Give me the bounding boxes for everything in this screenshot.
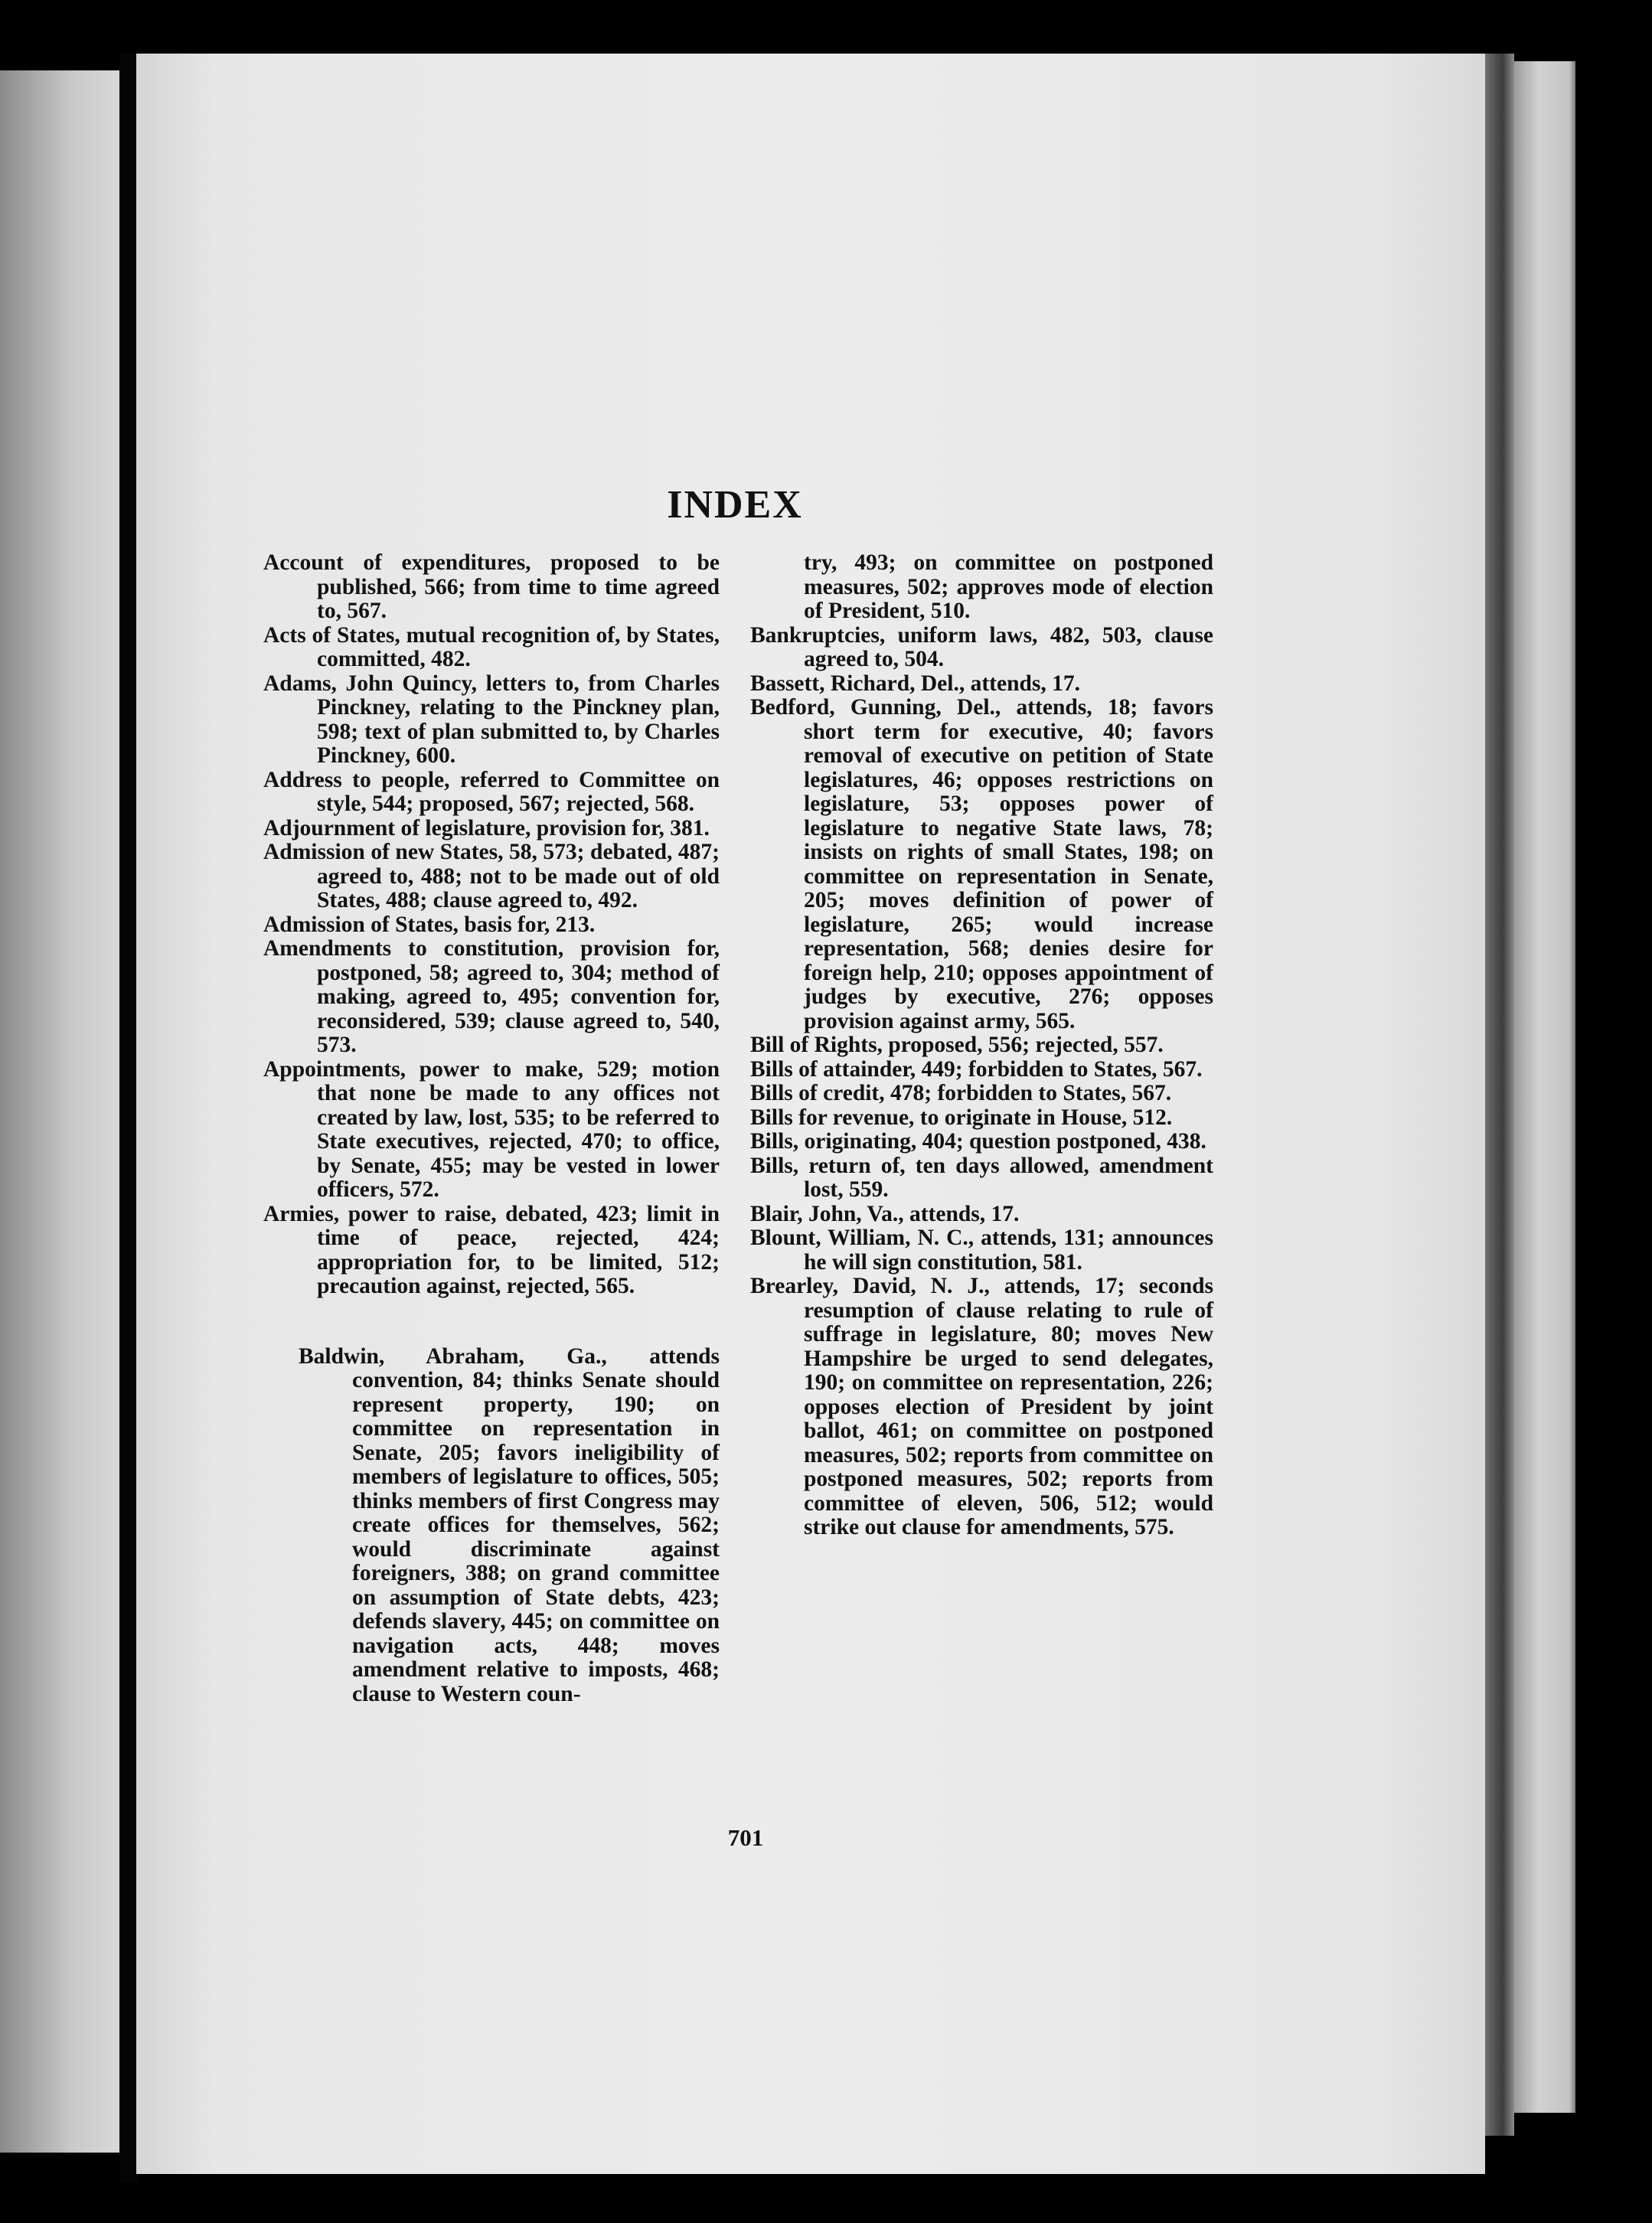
index-entry: Account of expenditures, proposed to be published, 566; from time to time agreed to, 567.	[263, 550, 720, 623]
index-entry: Bassett, Richard, Del., attends, 17.	[750, 671, 1081, 696]
page-stack-edge	[1514, 61, 1575, 2113]
index-entry: Bedford, Gunning, Del., attends, 18; favors short term for executive, 40; favors removal of executive on petition of State legislatures, 46; opposes restrictions on legislature, 53; opposes power of legislature to negative State laws, 78; insists on rights of small States, 198; on committee on representation in Senate, 205; moves definition of power of legislature, 265; would increase representation, 568; denies desire for foreign help, 210; opposes appointment of judges by executive, 276; opposes provision against army, 565.	[750, 695, 1213, 1033]
index-entry: Baldwin, Abraham, Ga., attends convention, 84; thinks Senate should represent property, 190; on committee on representation in Senate, 205; favors ineligibility of members of legislature to offices, 505; thinks members of first Congress may create offices for themselves, 562; would discriminate against foreigners, 388; on grand committee on assumption of State debts, 423; defends slavery, 445; on committee on navigation acts, 448; moves amendment relative to imposts, 468; clause to Western coun-	[299, 1343, 720, 1706]
index-entry: Adams, John Quincy, letters to, from Charles Pinckney, relating to the Pinckney plan, 598; text of plan submitted to, by Charles Pinckney, 600.	[263, 671, 720, 768]
index-entry: Bills of credit, 478; forbidden to States, 567.	[750, 1081, 1172, 1105]
book-gutter	[119, 54, 138, 2182]
index-entry: Bankruptcies, uniform laws, 482, 503, clause agreed to, 504.	[750, 622, 1213, 671]
index-entry: Address to people, referred to Committee on style, 544; proposed, 567; rejected, 568.	[263, 767, 720, 816]
index-entry: Admission of States, basis for, 213.	[263, 912, 596, 937]
index-entry: Appointments, power to make, 529; motion that none be made to any offices not created by law, lost, 535; to be referred to State executives, rejected, 470; to office, by Senate, 455; may be vested in lower officers, 572.	[263, 1056, 720, 1202]
page-edge-shadow	[1485, 54, 1514, 2136]
index-column-left	[263, 551, 720, 1706]
index-column-right	[750, 551, 1213, 1540]
page-number: 701	[727, 1824, 764, 1851]
index-entry: Bills, return of, ten days allowed, amendment lost, 559.	[750, 1153, 1213, 1202]
index-entry: Brearley, David, N. J., attends, 17; seconds resumption of clause relating to rule of suffrage in legislature, 80; moves New Hampshire be urged to send delegates, 190; on committee on representation, 226; opposes election of President by joint ballot, 461; on committee on postponed measures, 502; reports from committee on postponed measures, 502; reports from committee of eleven, 506, 512; would strike out clause for amendments, 575.	[750, 1274, 1213, 1539]
index-entry: Blount, William, N. C., attends, 131; announces he will sign constitution, 581.	[750, 1226, 1213, 1275]
letter-section-gap	[263, 1299, 720, 1345]
index-entry: Amendments to constitution, provision for, postponed, 58; agreed to, 304; method of making, agreed to, 495; convention for, reconsidered, 539; clause agreed to, 540, 573.	[263, 936, 720, 1057]
index-entry-continuation: try, 493; on committee on postponed measures, 502; approves mode of election of President, 510.	[804, 550, 1213, 623]
page-title: INDEX	[667, 483, 803, 527]
index-entry: Blair, John, Va., attends, 17.	[750, 1201, 1020, 1226]
index-entry: Acts of States, mutual recognition of, by States, committed, 482.	[263, 622, 720, 671]
index-entry: Bills of attainder, 449; forbidden to States, 567.	[750, 1056, 1203, 1082]
index-entry: Bills, originating, 404; question postponed, 438.	[750, 1129, 1206, 1154]
index-entry: Bills for revenue, to originate in House, 512.	[750, 1105, 1173, 1130]
index-entry: Admission of new States, 58, 573; debated, 487; agreed to, 488; not to be made out of old States, 488; clause agreed to, 492.	[263, 840, 720, 912]
index-entry: Adjournment of legislature, provision for, 381.	[263, 815, 710, 841]
index-entry: Armies, power to raise, debated, 423; limit in time of peace, rejected, 424; appropriation for, to be limited, 512; precaution against, rejected, 565.	[263, 1201, 720, 1298]
index-entry: Bill of Rights, proposed, 556; rejected, 557.	[750, 1033, 1164, 1057]
